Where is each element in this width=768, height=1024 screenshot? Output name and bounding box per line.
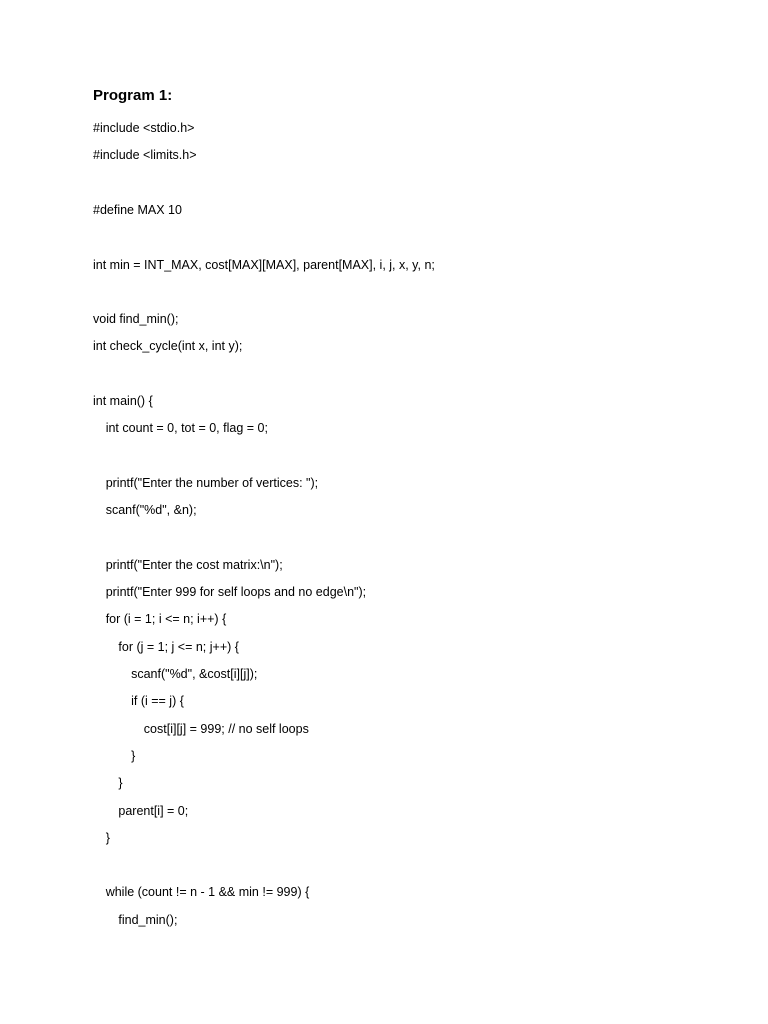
code-line: #define MAX 10 (93, 202, 182, 217)
code-line: } (131, 748, 136, 763)
code-line: find_min(); (118, 912, 178, 927)
code-line: cost[i][j] = 999; // no self loops (143, 721, 309, 736)
code-line: scanf("%d", &cost[i][j]); (131, 667, 258, 681)
code-line: int main() { (93, 394, 153, 408)
code-line: if (i == j) { (131, 694, 184, 709)
code-line: printf("Enter 999 for self loops and no edge\n"); (105, 585, 367, 600)
code-line: int min = INT_MAX, cost[MAX][MAX], parent[MAX], i, j, x, y, n; (93, 257, 435, 272)
code-line: } (118, 776, 123, 791)
code-line: } (105, 830, 110, 845)
code-line: printf("Enter the cost matrix:\n"); (105, 557, 283, 572)
code-line: void find_min(); (93, 312, 179, 327)
code-line: for (j = 1; j <= n; j++) { (118, 639, 239, 654)
code-line: #include <stdio.h> (93, 121, 195, 135)
code-line: for (i = 1; i <= n; i++) { (105, 612, 227, 627)
code-line: int count = 0, tot = 0, flag = 0; (105, 421, 268, 436)
code-line: printf("Enter the number of vertices: "); (105, 475, 319, 490)
code-line: parent[i] = 0; (118, 803, 189, 818)
code-line: int check_cycle(int x, int y); (93, 339, 243, 354)
page-title: Program 1: (93, 87, 173, 104)
code-line: #include <limits.h> (93, 148, 197, 163)
code-line: while (count != n - 1 && min != 999) { (105, 885, 310, 900)
code-line: scanf("%d", &n); (105, 503, 197, 518)
